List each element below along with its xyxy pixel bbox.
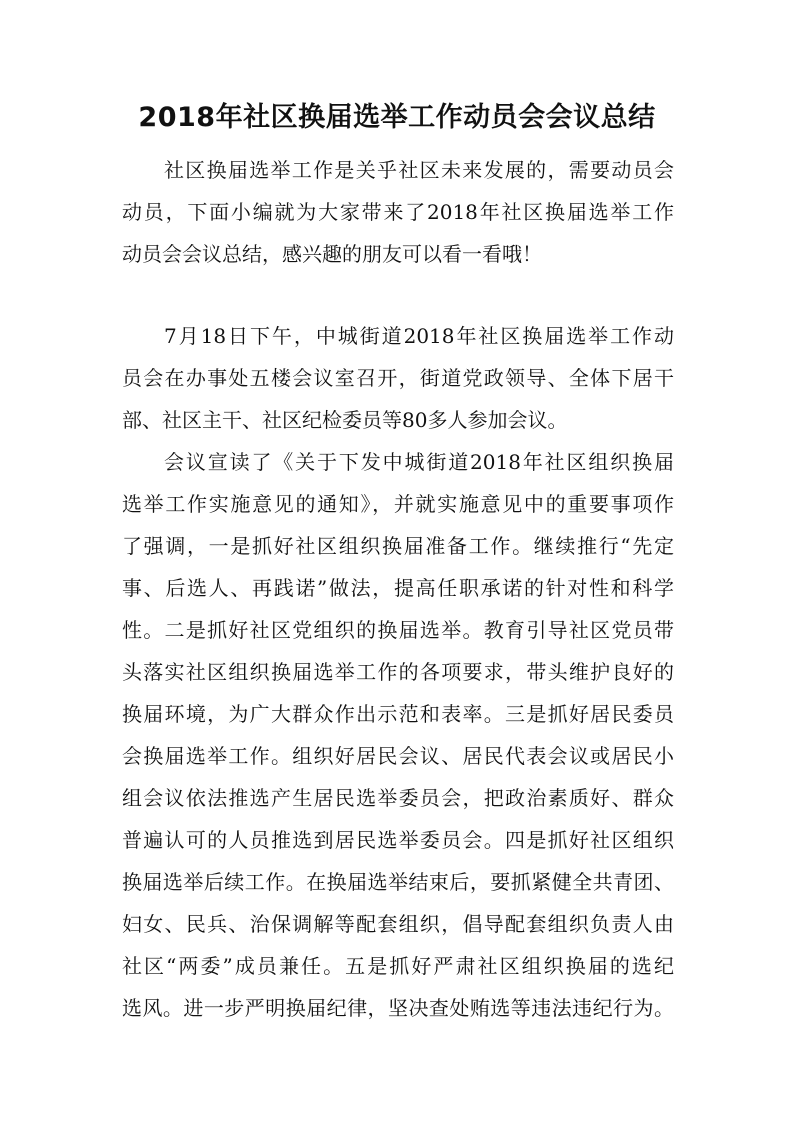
paragraph-3-line-10: 普遍认可的人员推选到居民选举委员会。四是抓好社区组织: [122, 828, 674, 852]
paragraph-3-line-13: 社区“两委”成员兼任。五是抓好严肃社区组织换届的选纪: [122, 954, 674, 978]
paragraph-3-line-4: 事、后选人、再践诺”做法，提高任职承诺的针对性和科学: [122, 576, 674, 600]
document-title: 2018年社区换届选举工作动员会会议总结: [138, 102, 656, 133]
paragraph-3-line-5: 性。二是抓好社区党组织的换届选举。教育引导社区党员带: [122, 618, 674, 642]
paragraph-3-line-1: 会议宣读了《关于下发中城街道2018年社区组织换届: [164, 450, 674, 474]
paragraph-3-line-8: 会换届选举工作。组织好居民会议、居民代表会议或居民小: [122, 744, 674, 768]
paragraph-3-line-7: 换届环境，为广大群众作出示范和表率。三是抓好居民委员: [122, 702, 674, 726]
paragraph-3-line-11: 换届选举后续工作。在换届选举结束后，要抓紧健全共青团、: [122, 870, 674, 894]
paragraph-3-line-14: 选风。进一步严明换届纪律，坚决查处贿选等违法违纪行为。: [122, 996, 674, 1020]
paragraph-2-line-2: 员会在办事处五楼会议室召开，街道党政领导、全体下居干: [122, 366, 674, 390]
paragraph-3-line-12: 妇女、民兵、治保调解等配套组织，倡导配套组织负责人由: [122, 912, 674, 936]
paragraph-3-line-9: 组会议依法推选产生居民选举委员会，把政治素质好、群众: [122, 786, 674, 810]
paragraph-3-line-2: 选举工作实施意见的通知》，并就实施意见中的重要事项作: [122, 492, 674, 516]
paragraph-1-line-2: 动员，下面小编就为大家带来了2018年社区换届选举工作: [122, 200, 674, 224]
paragraph-2-line-1: 7月18日下午，中城街道2018年社区换届选举工作动: [164, 324, 674, 348]
paragraph-3-line-3: 了强调，一是抓好社区组织换届准备工作。继续推行“先定: [122, 534, 674, 558]
paragraph-1-line-1: 社区换届选举工作是关乎社区未来发展的，需要动员会: [164, 158, 674, 182]
paragraph-2-line-3: 部、社区主干、社区纪检委员等80多人参加会议。: [122, 408, 568, 432]
paragraph-3-line-6: 头落实社区组织换届选举工作的各项要求，带头维护良好的: [122, 660, 674, 684]
paragraph-1-line-3: 动员会会议总结，感兴趣的朋友可以看一看哦！: [122, 242, 542, 266]
